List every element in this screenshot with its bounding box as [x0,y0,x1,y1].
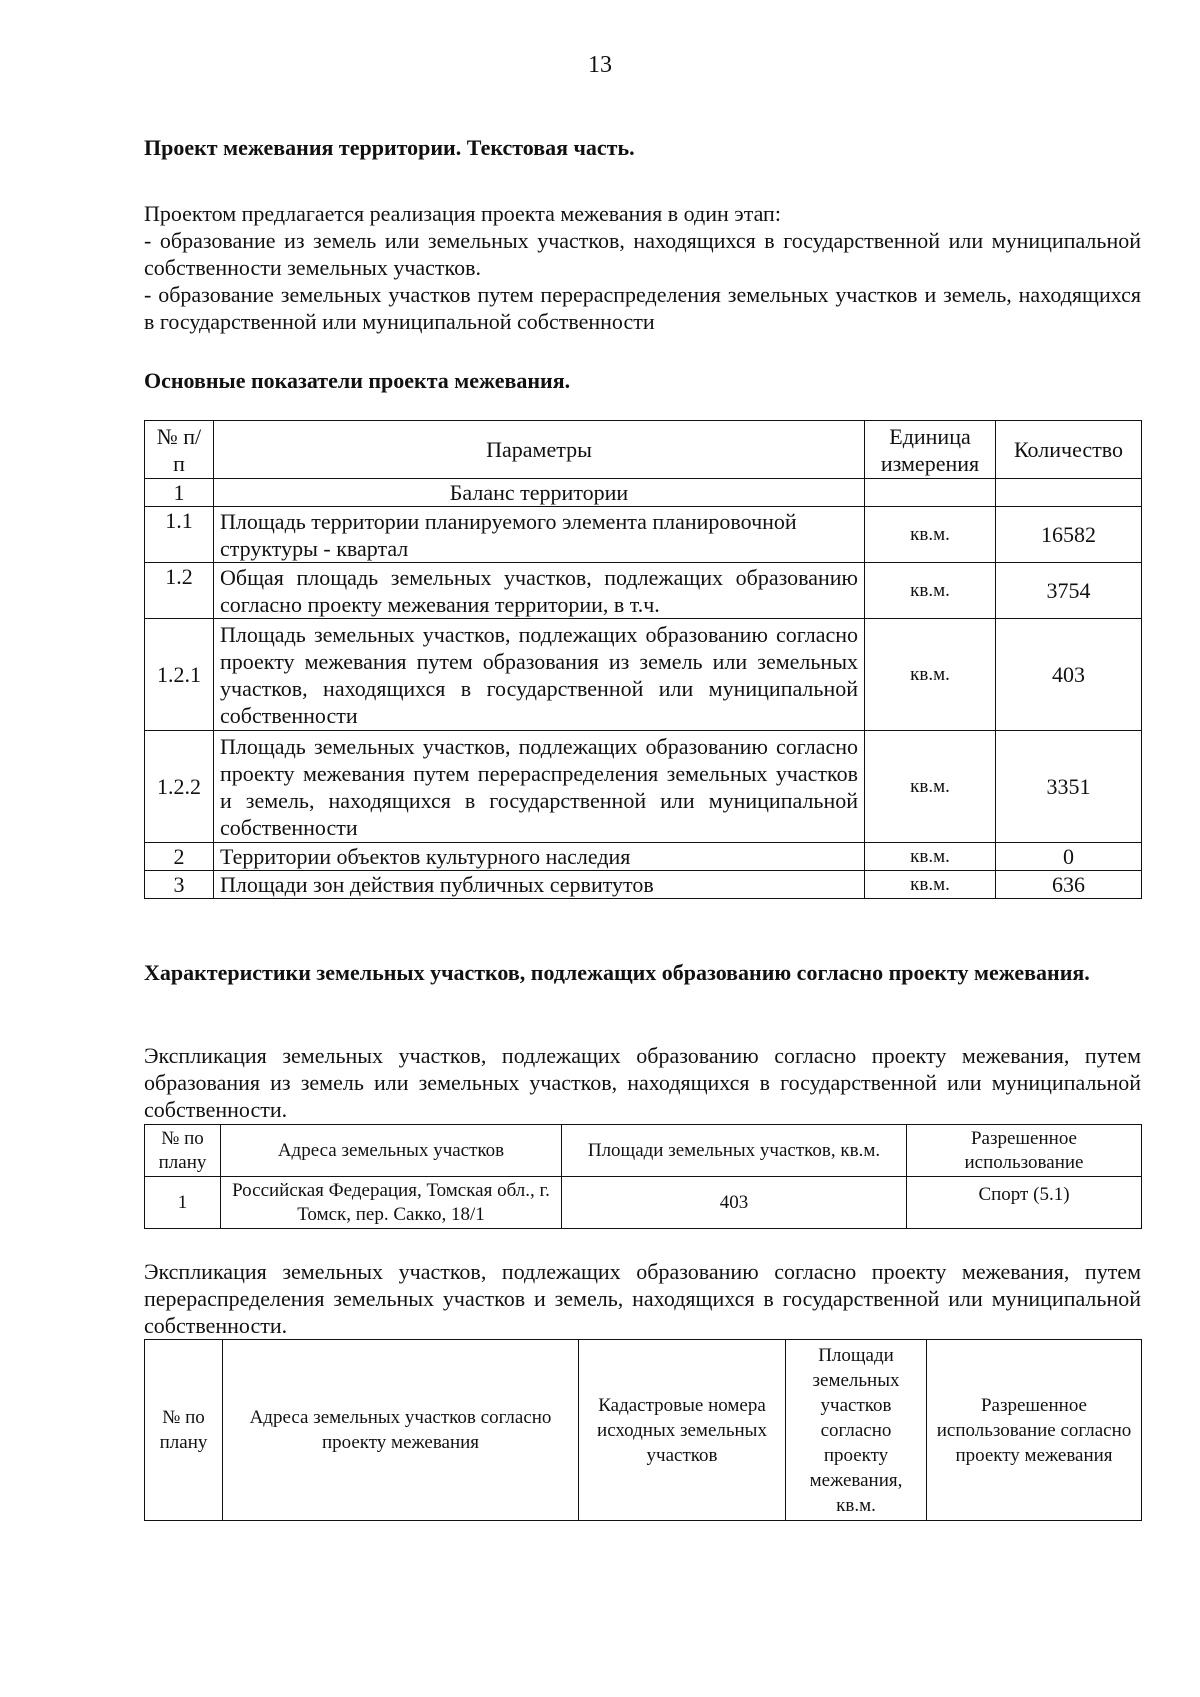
row-num: 1 [145,479,214,507]
table2-wrapper [144,1124,1141,1229]
section-text-part [144,134,1141,161]
row-param: Площади зон действия публичных сервитутов [214,871,865,899]
section-characteristics [144,959,1141,986]
row-num: 1 [145,1177,221,1229]
table3-wrapper [144,1339,1141,1521]
row-param: Общая площадь земельных участков, подлежащих образованию согласно проекту межевания территории, в т.ч. [214,563,865,619]
explication-table-1 [144,1124,1142,1229]
header-cadastral: Кадастровые номера исходных земельных участков [579,1340,786,1521]
row-address: Российская Федерация, Томская обл., г. Томск, пер. Сакко, 18/1 [221,1177,562,1229]
intro-block [144,200,1141,335]
bullet-paragraph-2: - образование земельных участков путем перераспределения земельных участков и земель, находящихся в государственной или муниципальной собственности [144,282,1141,334]
header-address: Адреса земельных участков согласно проекту межевания [223,1340,579,1521]
table-row [145,1177,1142,1229]
row-num: 1.2 [145,563,214,619]
header-address: Адреса земельных участков [221,1125,562,1177]
row-num: 1.2.1 [145,619,214,731]
table-row [145,507,1142,563]
table-row [145,843,1142,871]
section-title-main-indicators: Основные показатели проекта межевания. [144,368,571,393]
explication-2-block [144,1258,1141,1339]
table-row [145,619,1142,731]
row-qty: 3351 [996,731,1142,843]
row-param: Площадь земельных участков, подлежащих образованию согласно проекту межевания путем перераспределения земельных участков и земель, находящихся в государственной или муниципальной собственности [214,731,865,843]
row-param: Баланс территории [214,479,865,507]
page-number: 13 [588,52,612,78]
table-row [145,479,1142,507]
section-title-characteristics: Характеристики земельных участков, подлежащих образованию согласно проекту межевания. [144,960,1090,985]
row-unit: кв.м. [865,731,996,843]
row-num: 1.1 [145,507,214,563]
indicators-table-wrapper [144,420,1141,899]
row-param: Площадь территории планируемого элемента планировочной структуры - квартал [214,507,865,563]
intro-paragraph: Проектом предлагается реализация проекта межевания в один этап: [144,201,781,226]
row-num: 3 [145,871,214,899]
header-area: Площади земельных участков согласно проекту межевания, кв.м. [786,1340,927,1521]
header-params: Параметры [214,421,865,479]
header-usage: Разрешенное использование согласно проекту межевания [927,1340,1142,1521]
row-unit: кв.м. [865,563,996,619]
table-row [145,731,1142,843]
table-row [145,871,1142,899]
row-qty: 636 [996,871,1142,899]
row-unit: кв.м. [865,843,996,871]
table-row [145,563,1142,619]
indicators-table [144,420,1142,899]
header-unit: Единица измерения [865,421,996,479]
row-area: 403 [562,1177,907,1229]
table-header-row [145,1125,1142,1177]
row-num: 1.2.2 [145,731,214,843]
row-num: 2 [145,843,214,871]
explication-paragraph-2: Экспликация земельных участков, подлежащих образованию согласно проекту межевания, путем перераспределения земельных участков и земель, находящихся в государственной или муниципальной собственности. [144,1259,1141,1338]
header-qty: Количество [996,421,1142,479]
explication-table-2 [144,1339,1142,1521]
table-header-row [145,1340,1142,1521]
explication-1-block [144,1042,1141,1123]
section-title-text-part: Проект межевания территории. Текстовая часть. [144,135,635,160]
row-qty: 3754 [996,563,1142,619]
row-param: Территории объектов культурного наследия [214,843,865,871]
row-unit: кв.м. [865,619,996,731]
row-unit: кв.м. [865,871,996,899]
row-qty: 16582 [996,507,1142,563]
section-main-indicators [144,367,1141,394]
bullet-paragraph-1: - образование из земель или земельных участков, находящихся в государственной или муниципальной собственности земельных участков. [144,228,1141,280]
row-qty: 403 [996,619,1142,731]
row-usage: Спорт (5.1) [907,1177,1142,1229]
header-area: Площади земельных участков, кв.м. [562,1125,907,1177]
table-header-row [145,421,1142,479]
row-param: Площадь земельных участков, подлежащих образованию согласно проекту межевания путем образования из земель или земельных участков, находящихся в государственной или муниципальной собственности [214,619,865,731]
row-unit: кв.м. [865,507,996,563]
row-qty [996,479,1142,507]
header-num: № п/п [145,421,214,479]
header-num: № по плану [145,1125,221,1177]
header-usage: Разрешенное использование [907,1125,1142,1177]
row-qty: 0 [996,843,1142,871]
explication-paragraph-1: Экспликация земельных участков, подлежащих образованию согласно проекту межевания, путем образования из земель или земельных участков, находящихся в государственной или муниципальной собственности. [144,1043,1141,1122]
header-num: № по плану [145,1340,223,1521]
row-unit [865,479,996,507]
